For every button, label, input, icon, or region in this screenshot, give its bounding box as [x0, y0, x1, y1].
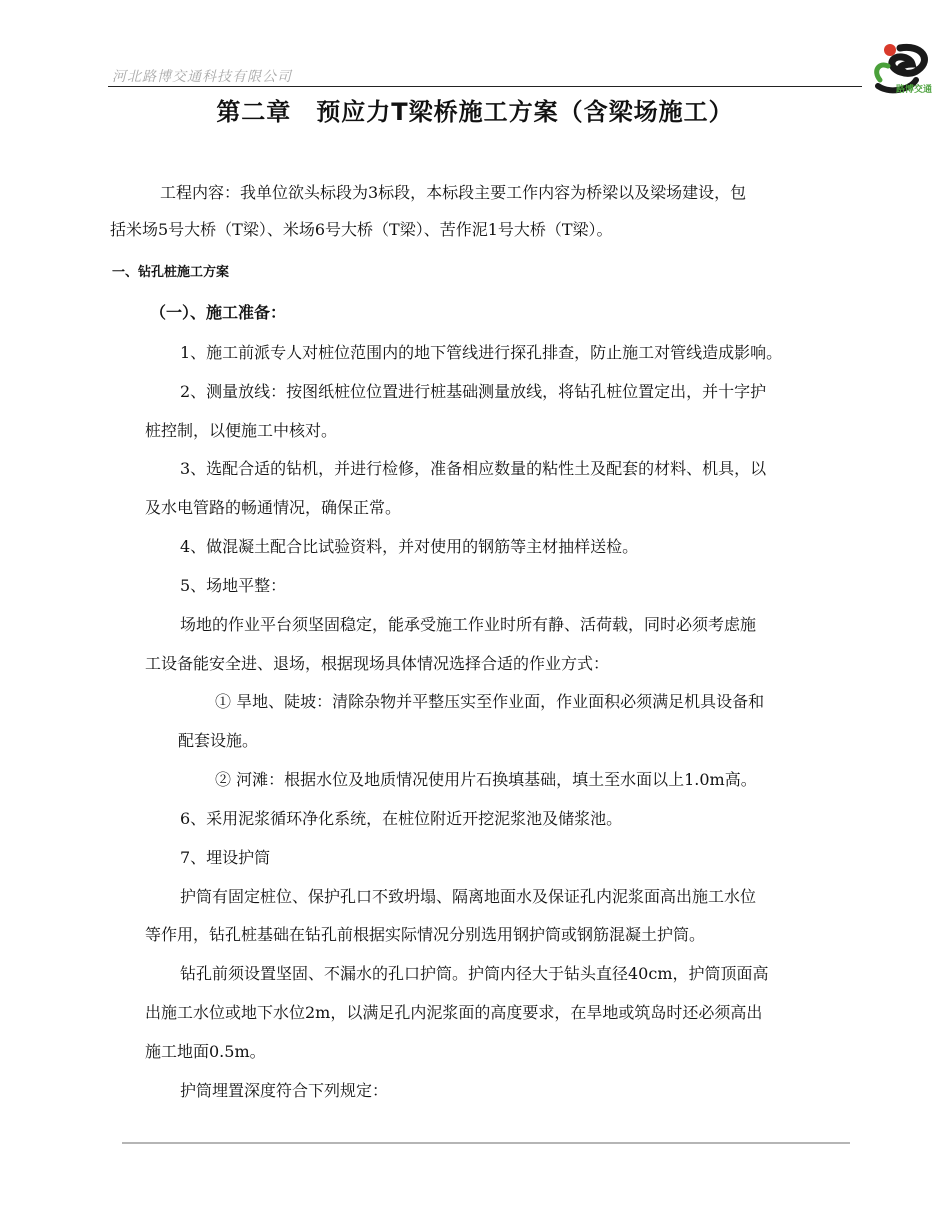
paragraph-line: 工设备能安全进、退场，根据现场具体情况选择合适的作业方式：	[145, 654, 610, 673]
paragraph-line: 及水电管路的畅通情况，确保正常。	[145, 498, 402, 517]
logo-caption: 路博交通	[896, 85, 933, 95]
footer-divider	[122, 1142, 850, 1144]
section-heading: 一、钻孔桩施工方案	[112, 265, 230, 280]
header-divider	[108, 86, 862, 87]
paragraph-line: 桩控制，以便施工中核对。	[145, 421, 338, 440]
paragraph-line: 施工地面0.5m。	[145, 1042, 266, 1061]
paragraph-line: 2、测量放线：按图纸桩位位置进行桩基础测量放线，将钻孔桩位置定出，并十字护	[180, 382, 767, 401]
paragraph-line: 等作用，钻孔桩基础在钻孔前根据实际情况分别选用钢护筒或钢筋混凝土护筒。	[145, 925, 706, 944]
paragraph-line: 出施工水位或地下水位2m，以满足孔内泥浆面的高度要求，在旱地或筑岛时还必须高出	[145, 1003, 763, 1022]
paragraph-line: 钻孔前须设置坚固、不漏水的孔口护筒。护筒内径大于钻头直径40cm，护筒顶面高	[180, 964, 769, 983]
paragraph-line: 7、埋设护筒	[180, 848, 271, 867]
paragraph-line: 配套设施。	[178, 731, 259, 750]
paragraph-line: 1、施工前派专人对桩位范围内的地下管线进行探孔排查，防止施工对管线造成影响。	[180, 343, 783, 362]
page-title: 第二章 预应力T梁桥施工方案（含梁场施工）	[216, 98, 734, 126]
paragraph-line: 护筒有固定桩位、保护孔口不致坍塌、隔离地面水及保证孔内泥浆面高出施工水位	[180, 887, 757, 906]
paragraph-line: ② 河滩：根据水位及地质情况使用片石换填基础，填土至水面以上1.0m高。	[215, 770, 757, 789]
paragraph-line: ① 旱地、陡坡：清除杂物并平整压实至作业面，作业面积必须满足机具设备和	[215, 692, 765, 711]
intro-line: 工程内容：我单位欲头标段为3标段，本标段主要工作内容为桥梁以及梁场建设，包	[160, 183, 747, 202]
company-name: 河北路博交通科技有限公司	[112, 69, 292, 85]
paragraph-line: 护筒埋置深度符合下列规定：	[180, 1081, 389, 1100]
paragraph-line: 6、采用泥浆循环净化系统，在桩位附近开挖泥浆池及储浆池。	[180, 809, 623, 828]
paragraph-line: 4、做混凝土配合比试验资料，并对使用的钢筋等主材抽样送检。	[180, 537, 639, 556]
paragraph-line: 5、场地平整：	[180, 576, 287, 595]
section-subheading: （一）、施工准备：	[150, 303, 287, 322]
paragraph-line: 场地的作业平台须坚固稳定，能承受施工作业时所有静、活荷载，同时必须考虑施	[180, 615, 757, 634]
intro-line: 括米场5号大桥（T梁）、米场6号大桥（T梁）、苦作泥1号大桥（T梁）。	[110, 220, 613, 239]
paragraph-line: 3、选配合适的钻机，并进行检修，准备相应数量的粘性土及配套的材料、机具，以	[180, 459, 767, 478]
